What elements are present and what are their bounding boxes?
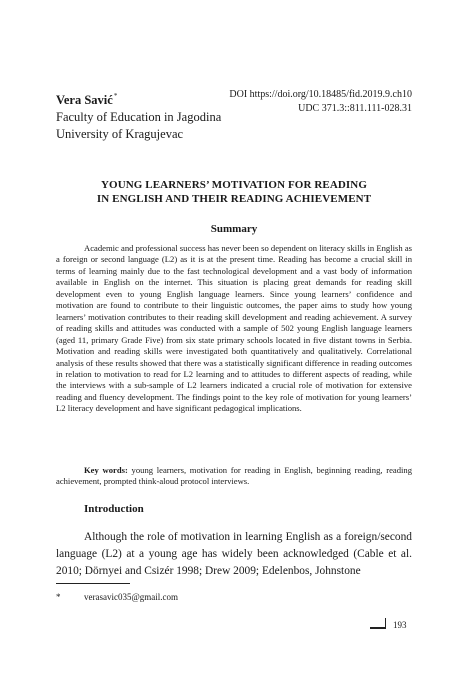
author-affiliation-university: University of Kragujevac [56,127,184,141]
author-footnote-marker[interactable]: * [113,92,118,100]
author-affiliation-faculty: Faculty of Education in Jagodina [56,110,222,124]
summary-heading: Summary [210,223,258,235]
page-number: 193 [393,620,407,630]
footnote-email[interactable]: verasavic035@gmail.com [84,592,179,602]
footnote [56,592,178,602]
author-name: Vera Savić [56,93,113,107]
udc-code: UDC 371.3::811.111-028.31 [298,102,412,114]
page-number-rule [370,627,386,629]
keywords-paragraph [56,465,412,488]
article-identifiers [229,88,412,115]
introduction-heading: Introduction [84,503,144,515]
doi-link[interactable]: DOI https://doi.org/10.18485/fid.2019.9.ch10 [229,89,412,100]
page-number-tick [385,618,386,629]
abstract-text: Academic and professional success has never been so dependent on literacy skills in English as a foreign or second language (L2) as it is at the present time. Reading has become a crucial skill in terms of learning mainly due to the fast technological development and a vast body of information available in English on the internet. This situation is placing great demands for reading skill development even to young English language learners. Since young learners’ confidence and motivation are found to contribute to their linguistic outcomes, the paper aims to study how young learners’ motivation contributes to their reading skill development and reading achievement. A survey of reading skills and attitudes was conducted with a sample of 502 young English language learners (aged 11, primary Grade Five) from six state primary schools located in five distant towns in Serbia. Motivation and reading skills were investigated both quantitatively and qualitatively. Correlational analysis of these results showed that there was a statistically significant difference in reading outcomes in relation to motivation to read for L2 learning and to attitudes to different aspects of reading, while the interviews with a sub-sample of L2 learners indicated a crucial role of motivation for extensive reading and fluency development. The findings point to the key role of motivation for young learners’ L2 literacy development and have significant pedagogical implications. [56,243,412,414]
keywords-text: young learners, motivation for reading in English, beginning reading, reading achievement, prompted think-aloud protocol interviews. [56,465,412,487]
author-block [56,88,221,143]
introduction-paragraph: Although the role of motivation in learning English as a foreign/second language (L2) at a young age has widely been acknowledged (Cable et al. 2010; Dörnyei and Csizér 1998; Drew 2009; Edelenbos, Johnstone [56,531,412,578]
footnote-marker: * [56,592,61,602]
footnote-divider [56,583,130,584]
paper-title-line-1: YOUNG LEARNERS’ MOTIVATION FOR READING [101,179,367,191]
keywords-label: Key words: [84,465,128,475]
paper-title [56,178,412,206]
paper-title-line-2: IN ENGLISH AND THEIR READING ACHIEVEMENT [96,193,372,205]
